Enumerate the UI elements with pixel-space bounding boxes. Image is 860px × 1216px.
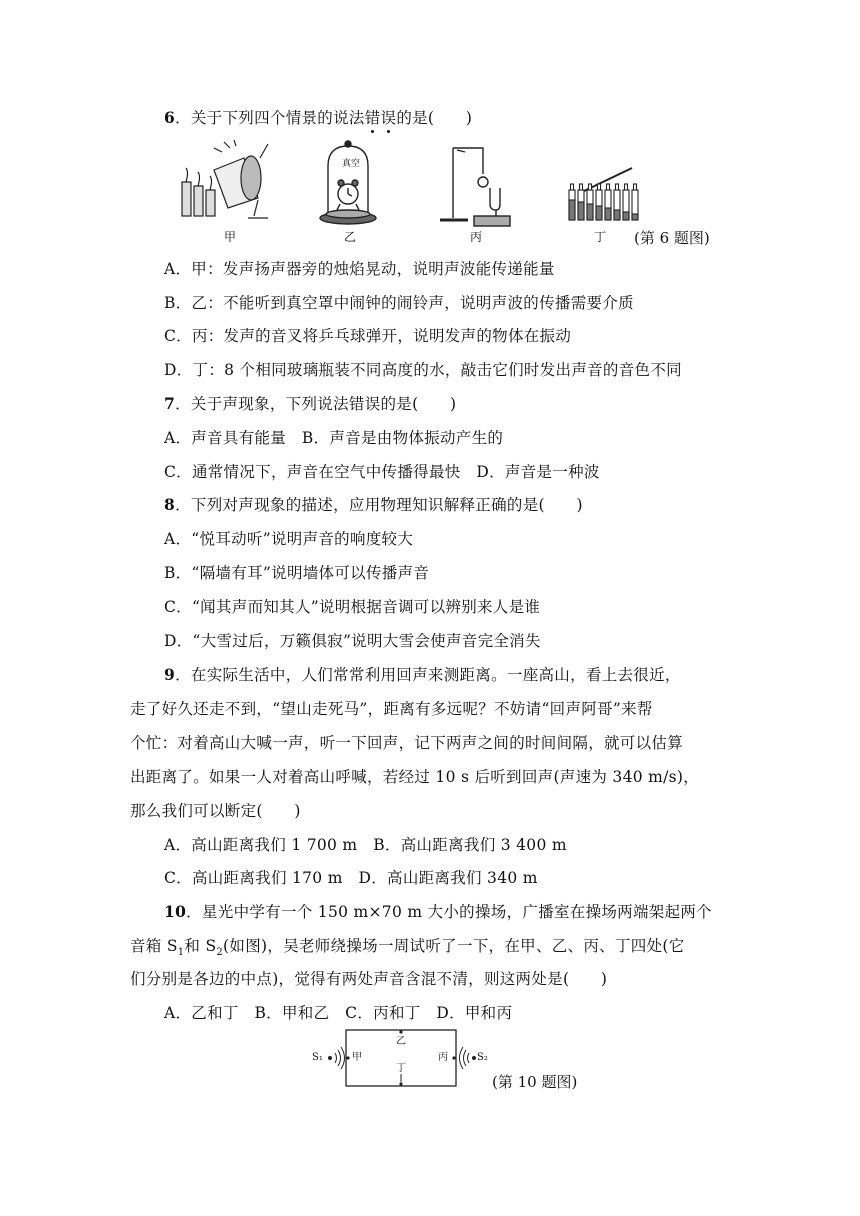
- scene-label-yi: 乙: [344, 230, 357, 244]
- q7-options-line-2: C．通常情况下，声音在空气中传播得最快 D．声音是一种波: [164, 463, 600, 481]
- scene-label-ding: 丁: [594, 230, 607, 244]
- q8-option-b: B．“隔墙有耳”说明墙体可以传播声音: [164, 564, 430, 582]
- q7-stem-text: ．关于声现象，下列说法错误的是( ): [175, 395, 457, 413]
- bell-jar-scene: [320, 141, 376, 224]
- q8-option-d: D．“大雪过后，万籁俱寂”说明大雪会使声音完全消失: [164, 632, 541, 650]
- q6-option-a: A．甲：发声扬声器旁的烛焰晃动，说明声波能传递能量: [164, 260, 555, 278]
- scene-label-jia: 甲: [224, 230, 237, 244]
- q9-stem-line-1: [164, 665, 681, 685]
- q10-line2-part-c: (如图)，吴老师绕操场一周试听了一下，在甲、乙、丙、丁四处(它: [223, 937, 685, 955]
- point-yi-marker: [399, 1030, 402, 1033]
- scene-label-bing: 丙: [470, 230, 483, 244]
- q10-figure-caption: (第 10 题图): [492, 1073, 578, 1091]
- q10-line2-part-b: 和 S: [184, 937, 217, 955]
- q6-emphasis-char-1: 错: [364, 109, 381, 127]
- q6-figure-caption: (第 6 题图): [634, 229, 710, 247]
- q9-stem-text-1: ．在实际生活中，人们常常利用回声来测距离。一座高山，看上去很近，: [175, 666, 681, 684]
- q8-option-c: C．“闻其声而知其人”说明根据音调可以辨别来人是谁: [164, 598, 541, 616]
- q10-stem-text-1: ．星光中学有一个 150 m×70 m 大小的操场，广播室在操场两端架起两个: [186, 903, 712, 921]
- q6-number: 6: [164, 108, 176, 127]
- point-bing-label: 丙: [438, 1052, 448, 1063]
- q10-sub-2: 2: [216, 947, 224, 959]
- q10-stem-line-3: 们分别是各边的中点)，觉得有两处声音含混不清，则这两处是( ): [130, 970, 608, 988]
- q10-number: 10: [164, 902, 187, 921]
- point-ding-marker: [399, 1082, 402, 1085]
- q7-number: 7: [164, 394, 176, 413]
- q9-stem-line-5: 那么我们可以断定( ): [130, 802, 301, 820]
- vacuum-label: 真空: [342, 159, 361, 169]
- q10-stem-line-2: [130, 936, 685, 963]
- q6-option-d: D．丁：8 个相同玻璃瓶装不同高度的水，敲击它们时发出声音的音色不同: [164, 361, 682, 379]
- speaker-s1-label: S₁: [312, 1052, 323, 1063]
- q8-stem-text: ．下列对声现象的描述，应用物理知识解释正确的是( ): [175, 496, 583, 514]
- q6-figure: [178, 140, 648, 244]
- q10-stem-line-1: [164, 902, 712, 922]
- speaker-s2-label: S₂: [477, 1052, 488, 1063]
- q10-sub-1: 1: [177, 947, 185, 959]
- q6-stem-text-before: ．关于下列四个情景的说法: [175, 109, 365, 127]
- q8-stem: [164, 495, 583, 515]
- q9-stem-line-4: 出距离了。如果一人对着高山呼喊，若经过 10 s 后听到回声(声速为 340 m/s)，: [130, 768, 700, 786]
- q9-stem-line-3: 个忙：对着高山大喊一声，听一下回声，记下两声之间的时间间隔，就可以估算: [130, 734, 684, 752]
- q10-options-line: A．乙和丁 B．甲和乙 C．丙和丁 D．甲和丙: [164, 1004, 513, 1022]
- point-bing-marker: [452, 1056, 455, 1059]
- point-jia-label: 甲: [352, 1052, 362, 1063]
- q6-stem-text-after: 的是( ): [396, 109, 473, 127]
- q6-option-c: C．丙：发声的音叉将乒乓球弹开，说明发声的物体在振动: [164, 327, 572, 345]
- q10-line2-part-a: 音箱 S: [130, 937, 178, 955]
- q6-stem: [164, 108, 472, 128]
- q6-option-b: B．乙：不能听到真空罩中闹钟的闹铃声，说明声波的传播需要介质: [164, 294, 634, 312]
- sound-waves-left-icon: [329, 1047, 345, 1069]
- sound-waves-right-icon: [460, 1047, 476, 1069]
- q9-options-line-1: A．高山距离我们 1 700 m B．高山距离我们 3 400 m: [164, 836, 567, 854]
- water-bottles-scene: [569, 168, 638, 220]
- q8-number: 8: [164, 495, 176, 514]
- q6-emphasis-char-2: 误: [380, 109, 397, 127]
- tuning-fork-scene: [440, 148, 510, 226]
- q7-options-line-1: A．声音具有能量 B．声音是由物体振动产生的: [164, 429, 504, 447]
- q9-number: 9: [164, 665, 176, 684]
- q9-stem-line-2: 走了好久还走不到，“望山走死马”，距离有多远呢？不妨请“回声阿哥”来帮: [130, 700, 653, 718]
- q10-figure: [308, 1026, 498, 1090]
- q7-stem: [164, 394, 456, 414]
- speaker-candle-scene: [182, 140, 268, 218]
- q8-option-a: A．“悦耳动听”说明声音的响度较大: [164, 530, 414, 548]
- q9-options-line-2: C．高山距离我们 170 m D．高山距离我们 340 m: [164, 869, 538, 887]
- point-jia-marker: [346, 1056, 349, 1059]
- point-yi-label: 乙: [396, 1036, 406, 1047]
- point-ding-label: 丁: [396, 1063, 406, 1074]
